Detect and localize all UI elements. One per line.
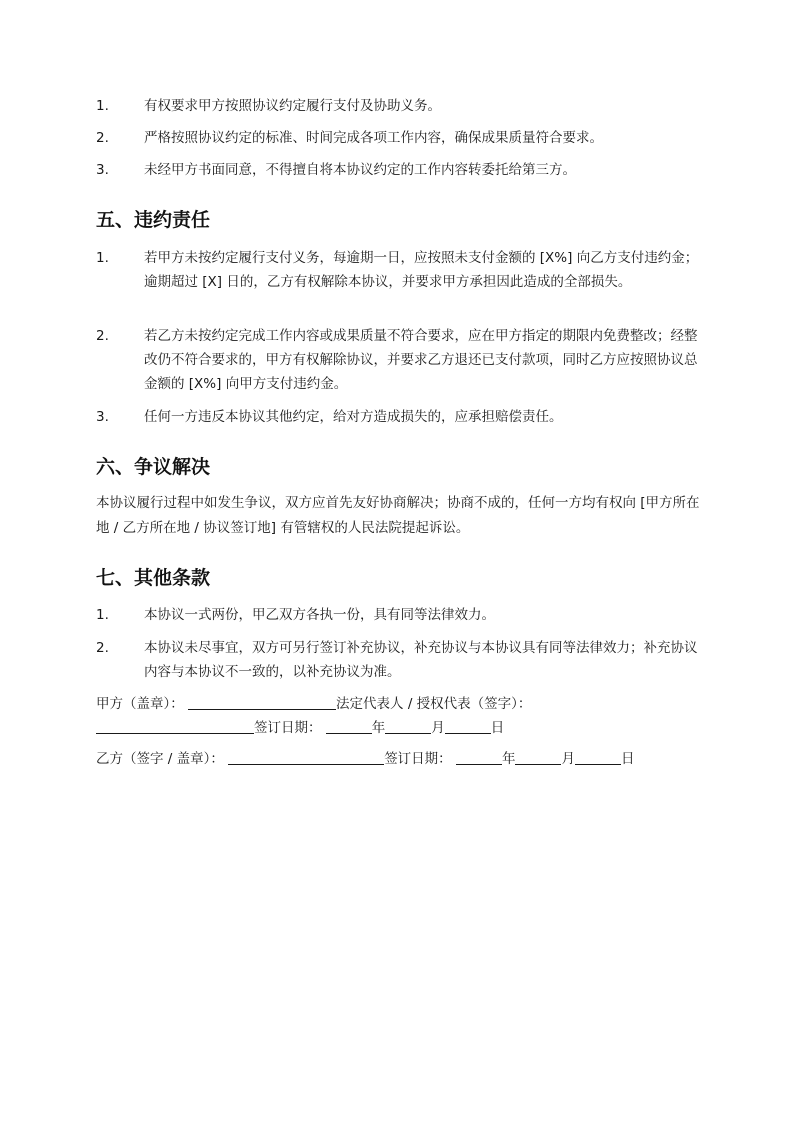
list-item <box>96 603 706 627</box>
list-item <box>96 324 706 396</box>
day-label: 日 <box>490 720 505 736</box>
list-item <box>96 126 706 150</box>
list-item <box>96 158 706 182</box>
party-a-signature-line <box>96 692 716 717</box>
list-number: 3. <box>96 162 109 178</box>
list-number: 1. <box>96 607 109 623</box>
day-label: 日 <box>620 751 635 767</box>
list-number: 2. <box>96 640 109 656</box>
list-number: 1. <box>96 250 109 266</box>
party-a-label: 甲方（盖章）： <box>96 696 184 712</box>
list-number: 3. <box>96 409 109 425</box>
day-field[interactable] <box>445 718 491 734</box>
year-label: 年 <box>501 751 516 767</box>
year-field[interactable] <box>456 749 502 765</box>
list-text: 本协议未尽事宜，双方可另行签订补充协议，补充协议与本协议具有同等法律效力；补充协议内容与本协议不一致的，以补充协议为准。 <box>144 640 698 680</box>
month-field[interactable] <box>385 718 431 734</box>
month-field[interactable] <box>515 749 561 765</box>
party-a-seal-field[interactable] <box>188 694 336 710</box>
year-field[interactable] <box>326 718 372 734</box>
party-b-signature-line <box>96 747 716 772</box>
list-text: 若乙方未按约定完成工作内容或成果质量不符合要求，应在甲方指定的期限内免费整改；经整改仍不符合要求的，甲方有权解除协议，并要求乙方退还已支付款项，同时乙方应按照协议总金额的 [X%] 向甲方支付违约金。 <box>144 328 698 392</box>
list-number: 2. <box>96 130 109 146</box>
legal-rep-signature-field[interactable] <box>96 718 254 734</box>
section-heading-dispute: 六、争议解决 <box>96 456 211 478</box>
party-a-date-line <box>96 716 716 741</box>
sign-date-label: 签订日期： <box>384 751 452 767</box>
list-text: 任何一方违反本协议其他约定，给对方造成损失的，应承担赔偿责任。 <box>144 409 563 425</box>
year-label: 年 <box>371 720 386 736</box>
section-heading-other: 七、其他条款 <box>96 567 211 589</box>
list-item <box>96 405 706 429</box>
list-text: 本协议一式两份，甲乙双方各执一份，具有同等法律效力。 <box>144 607 495 623</box>
list-text: 严格按照协议约定的标准、时间完成各项工作内容，确保成果质量符合要求。 <box>144 130 603 146</box>
list-text: 未经甲方书面同意，不得擅自将本协议约定的工作内容转委托给第三方。 <box>144 162 576 178</box>
list-text: 若甲方未按约定履行支付义务，每逾期一日，应按照未支付金额的 [X%] 向乙方支付违约金；逾期超过 [X] 日的，乙方有权解除本协议，并要求甲方承担因此造成的全部损失。 <box>144 250 699 290</box>
month-label: 月 <box>561 751 575 767</box>
sign-date-label: 签订日期： <box>254 720 322 736</box>
section-heading-breach: 五、违约责任 <box>96 209 211 231</box>
list-number: 2. <box>96 328 109 344</box>
legal-rep-label: 法定代表人 / 授权代表（签字）： <box>336 696 532 712</box>
day-field[interactable] <box>575 749 621 765</box>
list-text: 有权要求甲方按照协议约定履行支付及协助义务。 <box>144 98 441 114</box>
party-b-signature-field[interactable] <box>228 749 384 765</box>
list-item <box>96 636 706 684</box>
list-item <box>96 246 706 294</box>
list-number: 1. <box>96 98 109 114</box>
dispute-paragraph: 本协议履行过程中如发生争议，双方应首先友好协商解决；协商不成的，任何一方均有权向 [甲方所在地 / 乙方所在地 / 协议签订地] 有管辖权的人民法院提起诉讼。 <box>96 495 700 536</box>
month-label: 月 <box>431 720 445 736</box>
party-b-label: 乙方（签字 / 盖章）： <box>96 751 224 767</box>
list-item <box>96 94 706 118</box>
